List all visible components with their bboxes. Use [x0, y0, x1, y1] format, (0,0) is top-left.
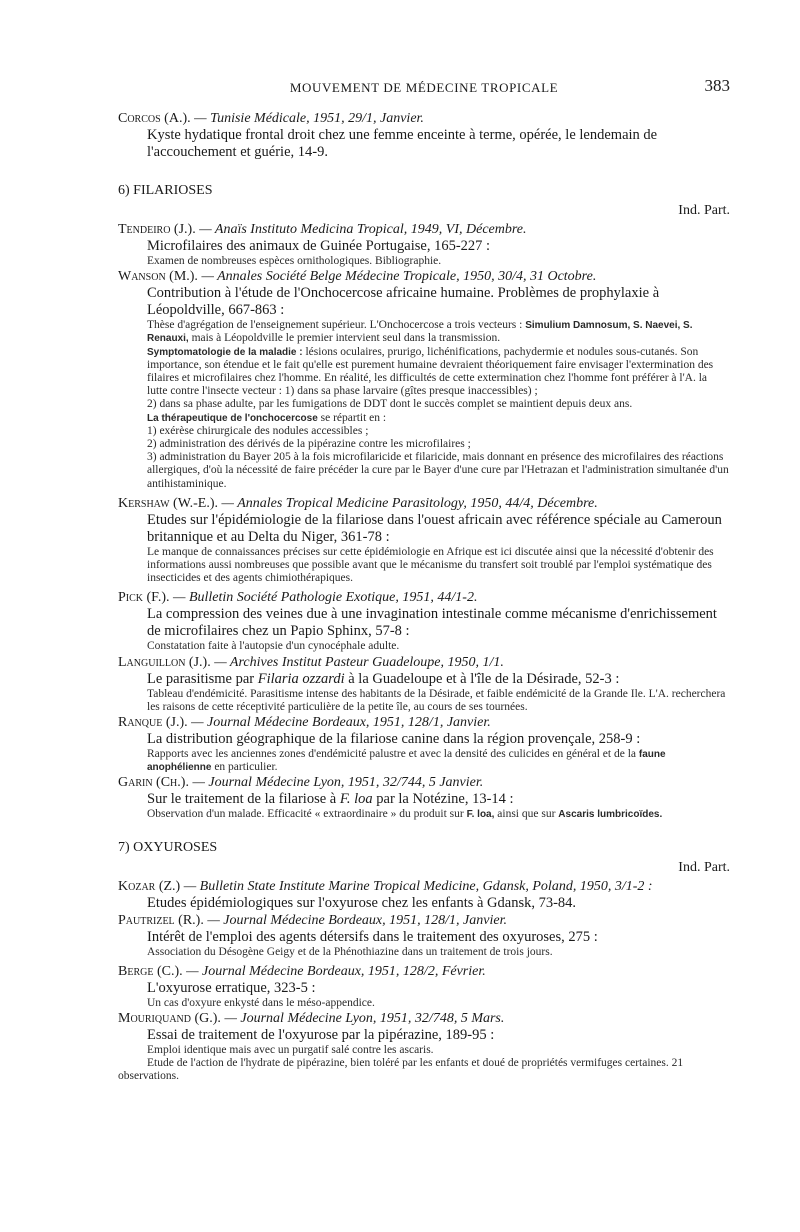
- author: Pautrizel (R.).: [118, 912, 204, 928]
- abstract-text: en particulier.: [214, 761, 278, 774]
- entry-wanson: [118, 268, 730, 491]
- abstract: [118, 346, 730, 399]
- section-heading-filarioses: 6) FILARIOSES: [118, 183, 213, 198]
- abstract: Tableau d'endémicité. Parasitisme intense des habitants de la Désirade, et faible endémicité de la Grande Ile. L'A. recherchera les raisons de cette réceptivité particulière de la petite île, au cours de ses tournées.: [147, 687, 726, 713]
- author: Tendeiro (J.).: [118, 222, 196, 237]
- citation: [118, 878, 730, 895]
- entry-pautrizel: [118, 912, 730, 959]
- author: Garin (Ch.).: [118, 775, 189, 791]
- running-title: MOUVEMENT DE MÉDECINE TROPICALE: [289, 80, 559, 95]
- journal: — Journal Médecine Bordeaux, 1951, 128/1, Janvier.: [191, 715, 491, 731]
- author: Pick (F.).: [118, 590, 170, 606]
- abstract-text: Thèse d'agrégation de l'enseignement supérieur. L'Onchocercose a trois vecteurs :: [147, 319, 523, 332]
- citation: [118, 1010, 730, 1027]
- list-item: 1) exérèse chirurgicale des nodules accessibles ;: [147, 424, 369, 437]
- journal: — Journal Médecine Bordeaux, 1951, 128/1, Janvier.: [207, 912, 507, 928]
- article-title: [118, 671, 730, 688]
- abstract-bold: F. loa,: [466, 809, 495, 821]
- entry-mouriquand: [118, 1010, 730, 1084]
- abstract: [118, 748, 730, 774]
- entry-pick: [118, 589, 730, 653]
- abstract: Examen de nombreuses espèces ornithologiques. Bibliographie.: [147, 255, 442, 267]
- citation: [118, 221, 730, 238]
- author: Kozar (Z.): [118, 878, 181, 894]
- author: Kershaw (W.-E.).: [118, 495, 218, 511]
- abstract-text: Observation d'un malade. Efficacité « extraordinaire » du produit sur: [147, 808, 464, 821]
- abstract: [118, 319, 730, 345]
- citation: [118, 495, 730, 512]
- abstract: Etude de l'action de l'hydrate de pipérazine, bien toléré par les enfants et doué de propriétés vermifuges certaines. 21 observations.: [118, 1057, 684, 1083]
- entry-languillon: [118, 654, 730, 714]
- article-title: La distribution géographique de la filariose canine dans la région provençale, 258-9 :: [147, 731, 641, 748]
- entry-berge: [118, 963, 730, 1010]
- citation: [118, 268, 730, 285]
- citation: [118, 912, 730, 929]
- index-part: Ind. Part.: [678, 203, 730, 218]
- journal: — Journal Médecine Bordeaux, 1951, 128/2, Février.: [186, 963, 486, 979]
- entry-ranque: [118, 714, 730, 774]
- journal: — Archives Institut Pasteur Guadeloupe, 1950, 1/1.: [214, 654, 504, 670]
- citation: [118, 654, 730, 671]
- title-text: à la Guadeloupe et à l'île de la Désirade, 52-3 :: [348, 670, 620, 687]
- citation: [118, 714, 730, 731]
- abstract-text: se répartit en :: [320, 411, 387, 424]
- journal: — Journal Médecine Lyon, 1951, 32/748, 5 Mars.: [224, 1011, 505, 1027]
- abstract: Association du Désogène Geigy et de la Phénothiazine dans un traitement de trois jours.: [147, 945, 553, 958]
- article-title: Kyste hydatique frontal droit chez une femme enceinte à terme, opérée, le lendemain de l'accouchement et guérie, 14-9.: [147, 127, 658, 160]
- title-species: Filaria ozzardi: [257, 670, 345, 687]
- author: Corcos (A.).: [118, 111, 191, 126]
- citation: [118, 589, 730, 606]
- author: Mouriquand (G.).: [118, 1011, 221, 1027]
- article-title: Contribution à l'étude de l'Onchocercose africaine humaine. Problèmes de prophylaxie à Léopoldville, 667-863 :: [147, 285, 660, 319]
- page-header: [118, 78, 730, 100]
- entry-kozar: [118, 878, 730, 912]
- article-title: La compression des veines due à une invagination intestinale comme mécanisme d'enrichissement de microfilaires chez un Papio Sphinx, 57-8 :: [147, 606, 717, 640]
- author: Wanson (M.).: [118, 269, 198, 285]
- citation: [118, 963, 730, 980]
- abstract: 2) dans sa phase adulte, par les fumigations de DDT dont le succès complet se maintient depuis deux ans.: [147, 398, 633, 411]
- abstract-bold: La thérapeutique de l'onchocercose: [147, 412, 318, 424]
- list-item: 2) administration des dérivés de la pipérazine contre les microfilaires ;: [147, 438, 471, 451]
- list-item: 3) administration du Bayer 205 à la fois microfilaricide et filaricide, mais donnant en présence des microfilaires des réactions allergiques, d'où la nécessité de faire précéder la cure par le Bayer d'une cure par l'Hetrazan et l'administration simultanée d'un antihistaminique.: [147, 451, 729, 490]
- article-title: Microfilaires des animaux de Guinée Portugaise, 165-227 :: [147, 238, 491, 254]
- title-text: Sur le traitement de la filariose à: [147, 791, 337, 808]
- title-text: par la Notézine, 13-14 :: [376, 791, 514, 808]
- abstract: Constatation faite à l'autopsie d'un cynocéphale adulte.: [147, 640, 400, 653]
- abstract-text: Rapports avec les anciennes zones d'endémicité palustre et avec la densité des culicides en général et de la: [147, 748, 637, 761]
- journal: — Annales Société Belge Médecine Tropicale, 1950, 30/4, 31 Octobre.: [201, 269, 597, 285]
- entry-tendeiro: [118, 221, 730, 268]
- author: Languillon (J.).: [118, 654, 211, 670]
- abstract: Le manque de connaissances précises sur cette épidémiologie en Afrique est ici discutée ainsi que la nécessité d'obtenir des informations aussi nombreuses que possible avant que le mécanisme du transfert soit troublé par l'emploi systématique des insecticides et des agents chimiothérapiques.: [147, 545, 714, 585]
- journal: — Bulletin State Institute Marine Tropical Medicine, Gdansk, Poland, 1950, 3/1-2 :: [183, 878, 653, 894]
- section-heading-oxyuroses: 7) OXYUROSES: [118, 839, 218, 855]
- article-title: [118, 791, 730, 808]
- article-title: Intérêt de l'emploi des agents détersifs dans le traitement des oxyuroses, 275 :: [147, 928, 598, 945]
- abstract-text: ainsi que sur: [497, 808, 556, 821]
- abstract-bold: Simulium Damnosum, S. Naevei, S. Renauxi,: [147, 320, 693, 345]
- page-number: 383: [704, 76, 730, 95]
- journal: — Journal Médecine Lyon, 1951, 32/744, 5 Janvier.: [192, 775, 484, 791]
- entry-garin: [118, 774, 730, 821]
- journal: — Bulletin Société Pathologie Exotique, 1951, 44/1-2.: [173, 590, 478, 606]
- abstract-text: mais à Léopoldville le premier intervient seul dans la transmission.: [191, 332, 501, 345]
- abstract-bold: Ascaris lumbricoïdes.: [558, 809, 663, 821]
- document-page: [118, 78, 730, 1084]
- article-title: Etudes épidémiologiques sur l'oxyurose chez les enfants à Gdansk, 73-84.: [147, 894, 577, 911]
- citation: [118, 774, 730, 791]
- index-part: Ind. Part.: [678, 859, 730, 875]
- article-title: L'oxyurose erratique, 323-5 :: [147, 979, 316, 996]
- abstract: Un cas d'oxyure enkysté dans le méso-appendice.: [147, 996, 375, 1009]
- journal: — Tunisie Médicale, 1951, 29/1, Janvier.: [194, 111, 424, 126]
- entry-corcos: [118, 110, 730, 161]
- journal: — Anaïs Instituto Medicina Tropical, 1949, VI, Décembre.: [199, 222, 527, 237]
- article-title: Etudes sur l'épidémiologie de la filariose dans l'ouest africain avec référence spéciale au Cameroun britannique et au Delta du Niger, 361-78 :: [147, 511, 722, 545]
- author: Berge (C.).: [118, 963, 183, 979]
- title-text: Le parasitisme par: [147, 670, 255, 687]
- abstract-text: lésions oculaires, prurigo, lichénifications, pachydermie et nodules sous-cutanés. Son importance, son étendue et le fait qu'elle est purement humaine devraient théoriquement faire envisager l'extermination des filaires et microfilaires chez l'homme. En réalité, les difficultés de cette extermination chez l'homme font préférer à l'A. la lutte contre l'insecte vecteur : 1) dans sa phase larvaire (gîtes presque inaccessibles) ;: [147, 345, 714, 398]
- abstract: [118, 412, 730, 425]
- author: Ranque (J.).: [118, 715, 188, 731]
- citation: [118, 110, 730, 127]
- article-title: Essai de traitement de l'oxyurose par la pipérazine, 189-95 :: [147, 1027, 495, 1044]
- abstract-bold: faune anophélienne: [147, 749, 666, 774]
- entry-kershaw: [118, 495, 730, 586]
- abstract: [118, 808, 730, 821]
- abstract-bold: Symptomatologie de la maladie :: [147, 346, 303, 358]
- journal: — Annales Tropical Medicine Parasitology, 1950, 44/4, Décembre.: [221, 495, 598, 511]
- abstract: Emploi identique mais avec un purgatif salé contre les ascaris.: [147, 1044, 434, 1057]
- title-species: F. loa: [339, 791, 373, 808]
